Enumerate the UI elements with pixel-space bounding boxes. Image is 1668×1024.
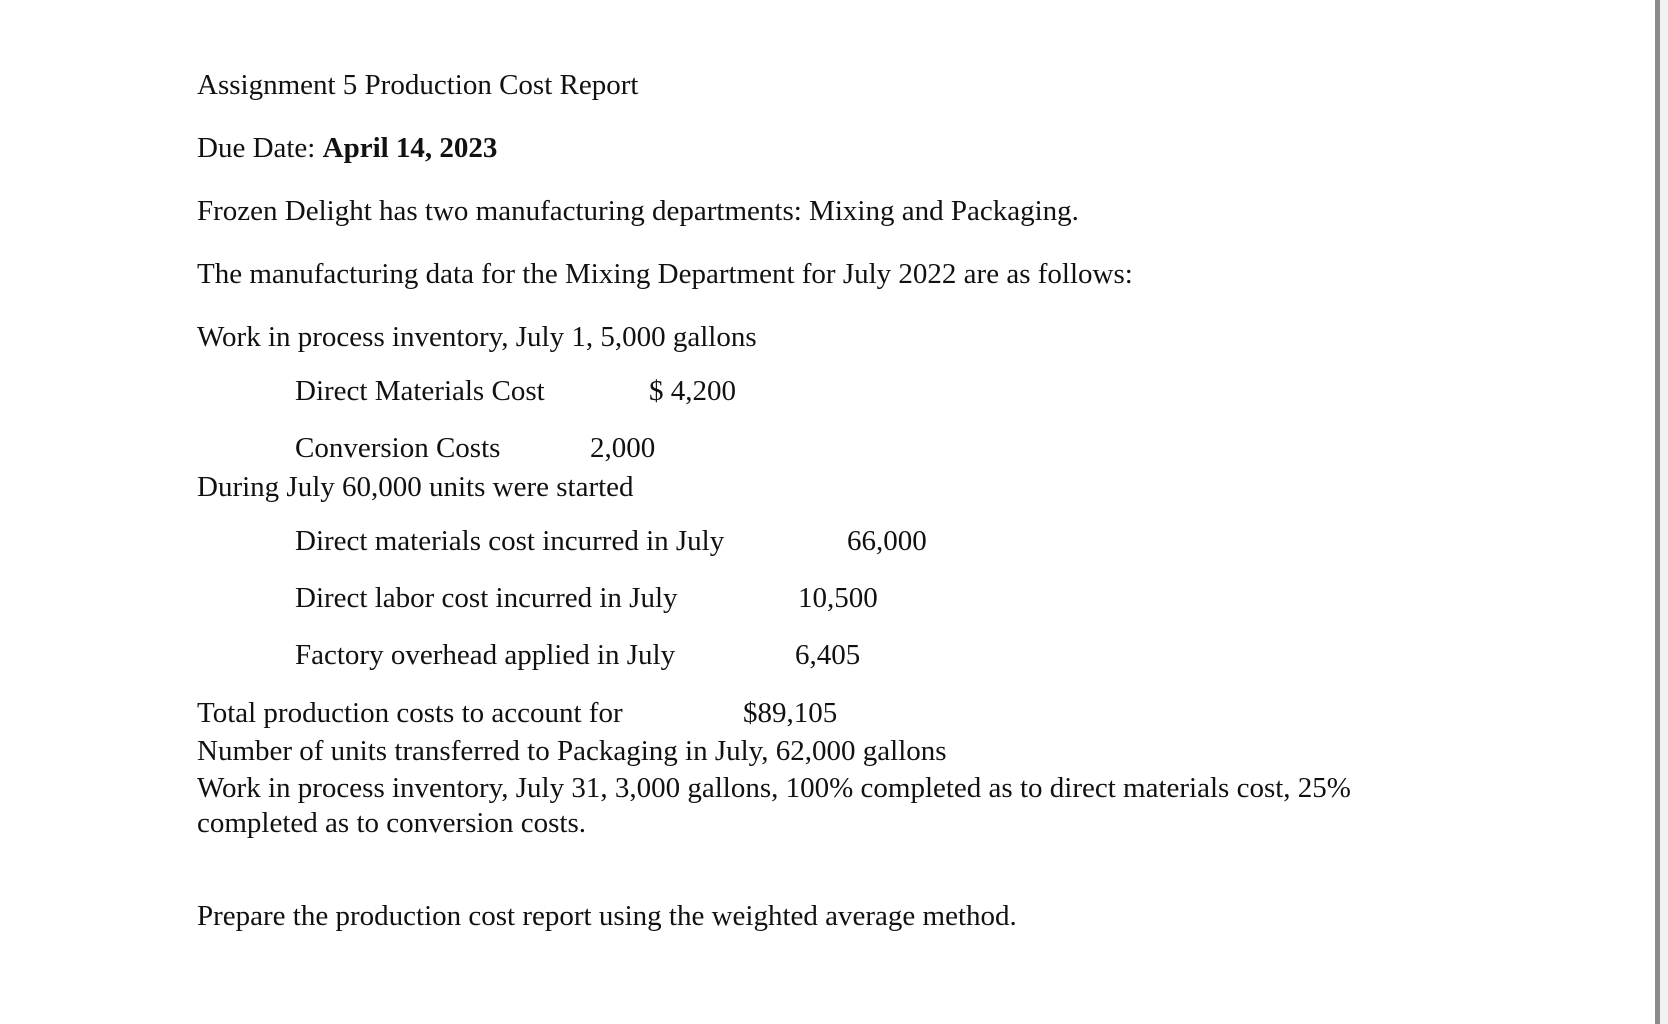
july-labor-label: Direct labor cost incurred in July [295,582,678,614]
due-date-line [197,134,497,163]
total-costs-value: $89,105 [743,697,838,729]
intro-text: Frozen Delight has two manufacturing departments: Mixing and Packaging. [197,195,1079,227]
beginning-wip-heading: Work in process inventory, July 1, 5,000 gallons [197,321,757,353]
july-materials-value: 66,000 [847,525,927,557]
data-intro-text: The manufacturing data for the Mixing Department for July 2022 are as follows: [197,258,1133,290]
july-overhead-label: Factory overhead applied in July [295,639,676,671]
due-date-value: April 14, 2023 [322,132,498,164]
july-overhead-value: 6,405 [795,639,861,671]
july-started-heading: During July 60,000 units were started [197,471,634,503]
beginning-conversion-value: 2,000 [590,432,656,464]
july-labor-value: 10,500 [798,582,878,614]
instruction-text: Prepare the production cost report using the weighted average method. [197,900,1017,932]
total-costs-label: Total production costs to account for [197,697,623,729]
beginning-dm-label: Direct Materials Cost [295,375,545,407]
beginning-conversion-label: Conversion Costs [295,432,501,464]
due-date-label: Due Date: [197,132,316,164]
page-edge-shadow [1660,0,1668,1024]
document-title: Assignment 5 Production Cost Report [197,69,639,101]
ending-wip-text: Work in process inventory, July 31, 3,000 gallons, 100% completed as to direct materials cost, 25% completed as to conversion costs. [197,772,1351,839]
july-materials-label: Direct materials cost incurred in July [295,525,725,557]
beginning-dm-value: $ 4,200 [649,375,736,407]
units-transferred-text: Number of units transferred to Packaging in July, 62,000 gallons [197,735,947,767]
